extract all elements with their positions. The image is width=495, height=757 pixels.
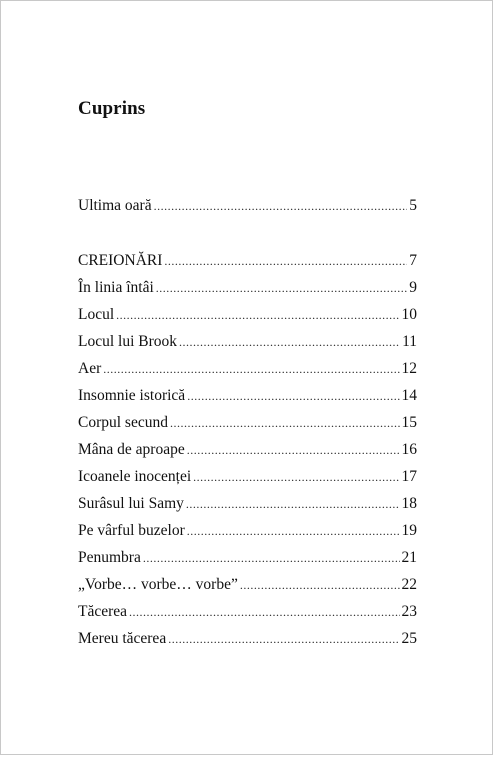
toc-page-number: 25 (401, 630, 417, 647)
dot-leader (186, 494, 400, 514)
toc-page-number: 22 (401, 576, 417, 593)
toc-page-number: 18 (401, 495, 417, 512)
dot-leader (154, 196, 408, 216)
dot-leader (187, 521, 400, 541)
toc-entry-title: Penumbra (78, 549, 141, 566)
toc-entry-title: Tăcerea (78, 603, 128, 620)
toc-entry-title: Surâsul lui Samy (78, 495, 184, 512)
dot-leader (170, 413, 400, 433)
toc-page-number: 12 (401, 360, 417, 377)
toc-entry-title: Mereu tăcerea (78, 630, 167, 647)
toc-entry-title: Insomnie istorică (78, 387, 186, 404)
dot-leader (193, 467, 399, 487)
toc-entry-title: În linia întâi (78, 279, 154, 296)
toc-entry-title: Mâna de aproape (78, 441, 185, 458)
toc-entry (78, 629, 417, 656)
toc-entry-title: Locul lui Brook (78, 333, 178, 350)
toc-entry (78, 521, 417, 548)
toc-entry-title: CREIONĂRI (78, 252, 163, 269)
toc-title: Cuprins (78, 98, 146, 119)
toc-entry (78, 332, 417, 359)
toc-page-number: 11 (402, 333, 417, 350)
toc-entry (78, 548, 417, 575)
dot-leader (187, 440, 400, 460)
dot-leader (156, 278, 407, 298)
toc-entry (78, 467, 417, 494)
toc-page-number: 10 (401, 306, 417, 323)
dot-leader (179, 332, 400, 352)
toc-entry-title: „Vorbe… vorbe… vorbe” (78, 576, 238, 593)
dot-leader (164, 251, 407, 271)
dot-leader (168, 629, 399, 649)
dot-leader (116, 305, 399, 325)
toc-entry-title: Aer (78, 360, 102, 377)
toc-entry (78, 278, 417, 305)
dot-leader (143, 548, 400, 568)
dot-leader (129, 602, 399, 622)
toc-page-number: 9 (409, 279, 417, 296)
toc-entry (78, 359, 417, 386)
table-of-contents (78, 196, 417, 656)
toc-entry (78, 413, 417, 440)
toc-page-number: 16 (401, 441, 417, 458)
toc-entry (78, 494, 417, 521)
toc-entry-title: Corpul secund (78, 414, 168, 431)
dot-leader (103, 359, 399, 379)
toc-page-number: 17 (401, 468, 417, 485)
toc-entry (78, 602, 417, 629)
toc-entry (78, 575, 417, 602)
toc-page-number: 7 (409, 252, 417, 269)
toc-page-number: 21 (401, 549, 417, 566)
toc-entry (78, 196, 417, 223)
toc-page-number: 19 (401, 522, 417, 539)
toc-entry-title: Ultima oară (78, 197, 152, 214)
toc-page-number: 23 (401, 603, 417, 620)
toc-page-number: 14 (401, 387, 417, 404)
toc-page-number: 15 (401, 414, 417, 431)
toc-entry (78, 386, 417, 413)
toc-entry (78, 440, 417, 467)
toc-entry (78, 305, 417, 332)
toc-entry-title: Locul (78, 306, 115, 323)
toc-entry-title: Pe vârful buzelor (78, 522, 185, 539)
toc-page-number: 5 (409, 197, 417, 214)
toc-section-heading (78, 251, 417, 278)
dot-leader (187, 386, 399, 406)
dot-leader (240, 575, 400, 595)
toc-entry-title: Icoanele inocenței (78, 468, 192, 485)
